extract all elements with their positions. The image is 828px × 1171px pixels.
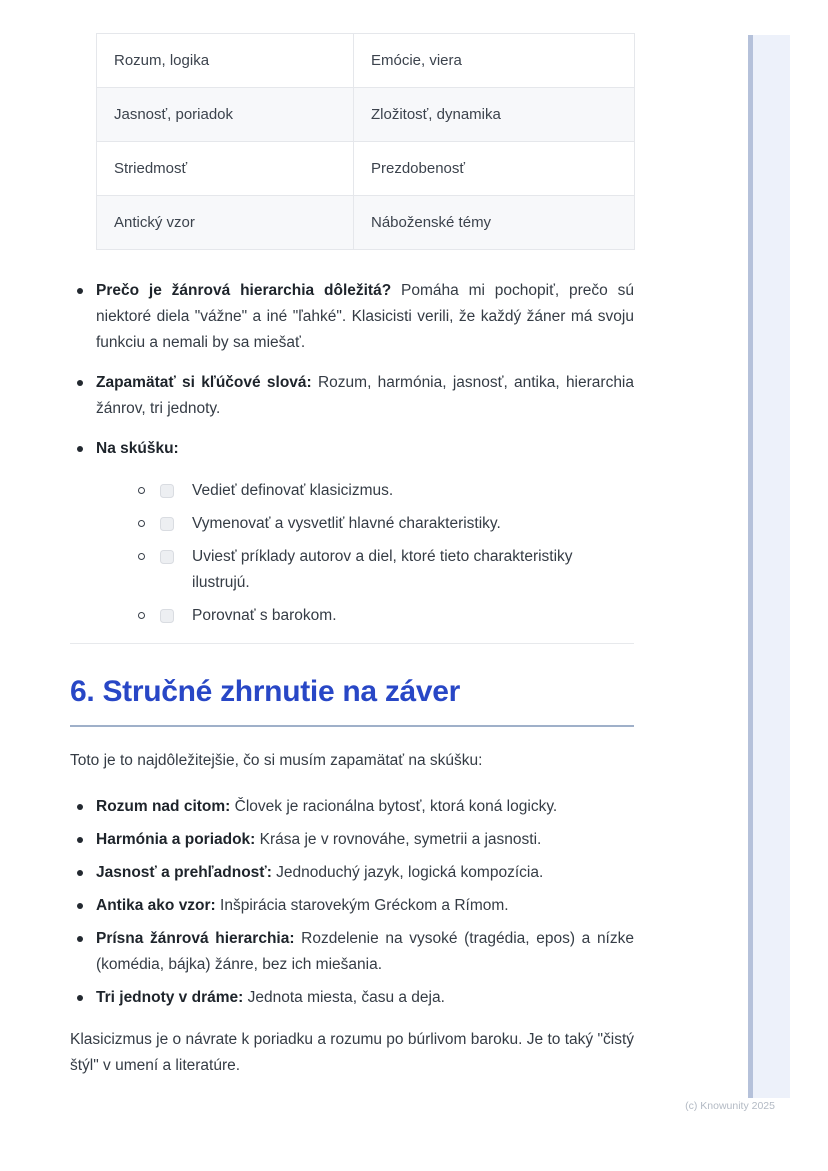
list-item xyxy=(70,436,634,629)
list-item-text: Rozdelenie na vysoké (tragédia, epos) a nízke (komédia, bájka) žánre, bez ich miešania. xyxy=(96,930,634,973)
scrollbar-track[interactable] xyxy=(753,35,790,1098)
checklist-item xyxy=(96,511,634,537)
list-item-lead: Zapamätať si kľúčové slová: xyxy=(96,374,312,391)
list-item xyxy=(70,370,634,422)
list-item-text: Krása je v rovnováhe, symetrii a jasnosti. xyxy=(255,831,542,848)
list-item xyxy=(70,893,634,919)
table-cell: Antický vzor xyxy=(97,196,354,250)
checklist-item-label: Vymenovať a vysvetliť hlavné charakteristiky. xyxy=(192,515,501,532)
list-item-lead: Harmónia a poriadok: xyxy=(96,831,256,848)
table-cell: Emócie, viera xyxy=(354,34,635,88)
list-item-lead: Tri jednoty v dráme: xyxy=(96,989,244,1006)
list-item-text: Jednota miesta, času a deja. xyxy=(243,989,445,1006)
checklist-item xyxy=(96,478,634,504)
section-heading: 6. Stručné zhrnutie na záver xyxy=(70,674,634,727)
list-item xyxy=(70,827,634,853)
list-item-text: Inšpirácia starovekým Gréckom a Rímom. xyxy=(215,897,509,914)
checkbox[interactable] xyxy=(160,484,174,498)
list-item-text: Pomáha mi pochopiť, prečo sú niektoré diela "vážne" a iné "ľahké". Klasicisti verili, že každý žáner má svoju funkciu a nemali by sa miešať. xyxy=(96,282,634,351)
exam-checklist xyxy=(96,478,634,629)
table-cell: Zložitosť, dynamika xyxy=(354,88,635,142)
list-item xyxy=(70,794,634,820)
notes-list xyxy=(70,278,634,629)
list-item-text: Jednoduchý jazyk, logická kompozícia. xyxy=(271,864,544,881)
summary-list xyxy=(70,794,634,1011)
list-item-lead: Antika ako vzor: xyxy=(96,897,216,914)
list-item xyxy=(70,926,634,978)
checkbox[interactable] xyxy=(160,609,174,623)
checklist-item xyxy=(96,603,634,629)
table-row xyxy=(97,196,635,250)
section-intro: Toto je to najdôležitejšie, čo si musím zapamätať na skúšku: xyxy=(70,752,483,769)
table-row xyxy=(97,34,635,88)
list-item-lead: Na skúšku: xyxy=(96,440,179,457)
table-row xyxy=(97,88,635,142)
checklist-item-label: Vedieť definovať klasicizmus. xyxy=(192,482,394,499)
checkbox[interactable] xyxy=(160,517,174,531)
list-item-lead: Rozum nad citom: xyxy=(96,798,231,815)
table-cell: Jasnosť, poriadok xyxy=(97,88,354,142)
list-item xyxy=(70,985,634,1011)
table-cell: Prezdobenosť xyxy=(354,142,635,196)
table-cell: Náboženské témy xyxy=(354,196,635,250)
list-item-text: Rozum, harmónia, jasnosť, antika, hierarchia žánrov, tri jednoty. xyxy=(96,374,635,417)
list-item xyxy=(70,278,634,356)
document-content xyxy=(70,33,634,1079)
checklist-item xyxy=(96,544,634,596)
table-row xyxy=(97,142,635,196)
checkbox[interactable] xyxy=(160,550,174,564)
section-divider xyxy=(70,643,634,644)
comparison-table xyxy=(96,33,635,250)
checklist-item-label: Porovnať s barokom. xyxy=(192,607,337,624)
list-item-text: Človek je racionálna bytosť, ktorá koná logicky. xyxy=(230,798,558,815)
list-item-lead: Prečo je žánrová hierarchia dôležitá? xyxy=(96,282,392,299)
list-item-lead: Prísna žánrová hierarchia: xyxy=(96,930,295,947)
table-cell: Rozum, logika xyxy=(97,34,354,88)
table-cell: Striedmosť xyxy=(97,142,354,196)
copyright-notice: (c) Knowunity 2025 xyxy=(685,1100,775,1112)
list-item-lead: Jasnosť a prehľadnosť: xyxy=(96,864,272,881)
section-outro: Klasicizmus je o návrate k poriadku a rozumu po búrlivom baroku. Je to taký "čistý štýl" v umení a literatúre. xyxy=(70,1031,634,1074)
checklist-item-label: Uviesť príklady autorov a diel, ktoré tieto charakteristiky ilustrujú. xyxy=(192,548,573,591)
list-item xyxy=(70,860,634,886)
